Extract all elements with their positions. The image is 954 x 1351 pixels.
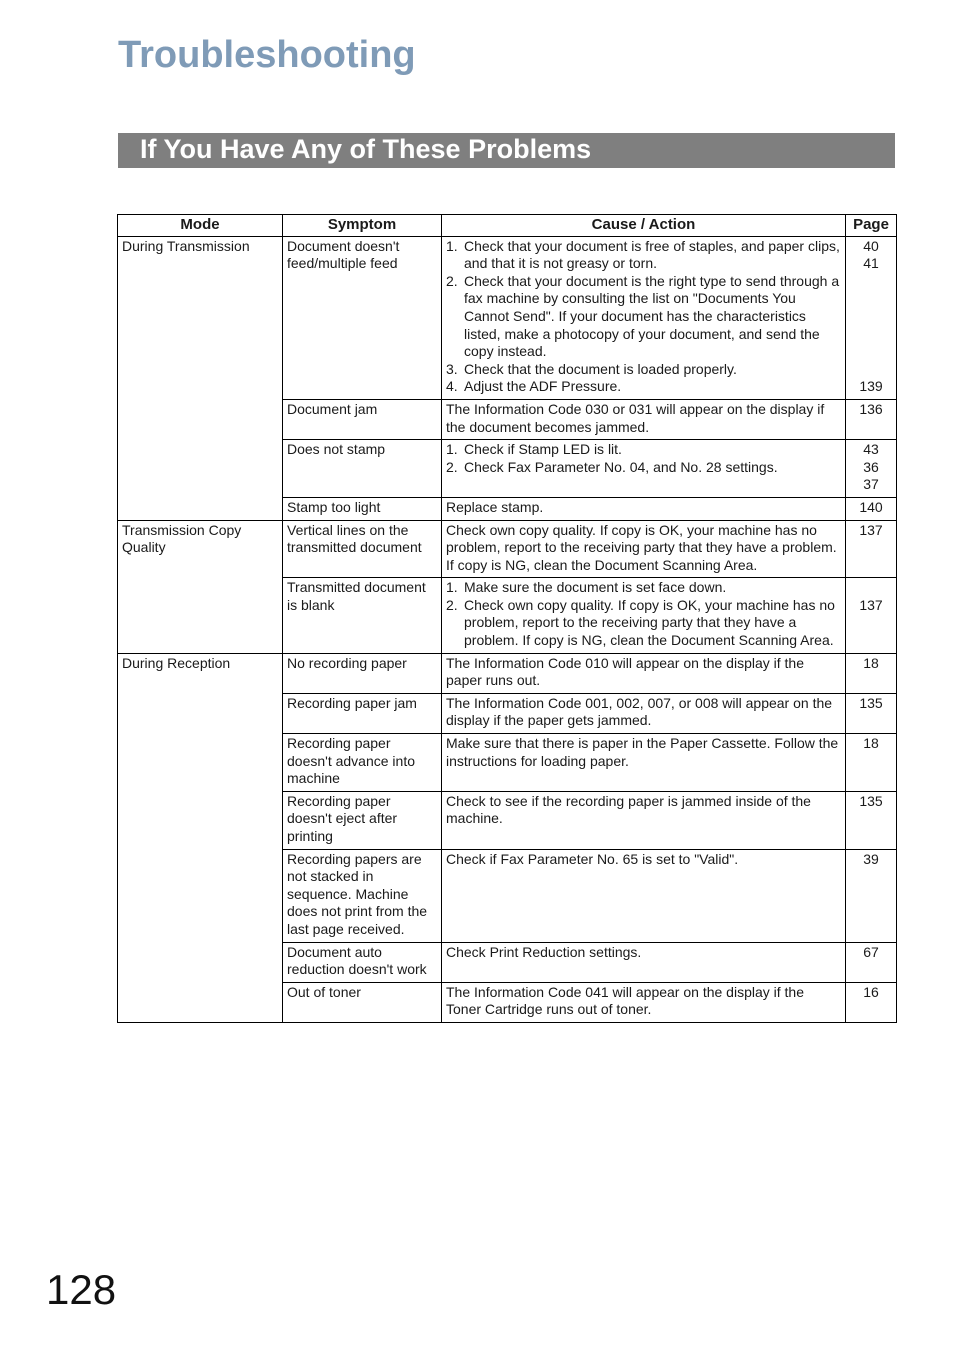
step-number: 1. (446, 579, 458, 596)
symptom-cell: Document doesn't feed/multiple feed (283, 236, 442, 399)
section-header-bar (118, 133, 895, 168)
action-cell (442, 578, 846, 653)
page-reference: 36 (863, 458, 879, 475)
action-steps-list (446, 441, 841, 476)
page-cell (846, 734, 897, 792)
table-row (118, 236, 897, 399)
action-cell: Make sure that there is paper in the Paper Cassette. Follow the instructions for loading paper. (442, 734, 846, 792)
page-cell (846, 440, 897, 498)
step-number: 2. (446, 458, 458, 475)
action-cell: The Information Code 030 or 031 will appear on the display if the document becomes jammed. (442, 399, 846, 439)
action-cell: The Information Code 001, 002, 007, or 008 will appear on the display if the paper gets jammed. (442, 693, 846, 733)
action-step (446, 597, 841, 650)
action-column-header: Cause / Action (442, 215, 846, 237)
mode-cell: Transmission Copy Quality (118, 520, 283, 653)
page-cell (846, 236, 897, 399)
page-reference: 135 (859, 694, 883, 711)
table-row (118, 653, 897, 693)
page-reference: 139 (859, 378, 883, 395)
symptom-cell: Document auto reduction doesn't work (283, 942, 442, 982)
action-cell: Check Print Reduction settings. (442, 942, 846, 982)
step-number: 2. (446, 272, 458, 289)
action-step (446, 378, 841, 396)
page-cell (846, 497, 897, 520)
page-cell (846, 578, 897, 653)
step-text: Check that your document is free of staples, and paper clips, and that it is not greasy or torn. (464, 237, 840, 272)
action-step (446, 273, 841, 361)
step-text: Check if Stamp LED is lit. (464, 441, 622, 458)
page-reference: 43 (863, 441, 879, 458)
page-cell (846, 791, 897, 849)
page-reference (850, 308, 892, 326)
mode-cell: During Reception (118, 653, 283, 1022)
page-reference (850, 361, 892, 379)
action-cell: Check to see if the recording paper is jammed inside of the machine. (442, 791, 846, 849)
step-text: Check that the document is loaded properly. (464, 360, 737, 377)
page-cell (846, 653, 897, 693)
symptom-cell: Recording paper jam (283, 693, 442, 733)
page-cell (846, 399, 897, 439)
page-reference (850, 290, 892, 308)
action-cell (442, 440, 846, 498)
page-column-header: Page (846, 215, 897, 237)
page-reference: 67 (863, 943, 879, 960)
page-cell (846, 942, 897, 982)
action-step (446, 361, 841, 379)
symptom-cell: Out of toner (283, 982, 442, 1022)
symptom-cell: Recording paper doesn't advance into machine (283, 734, 442, 792)
mode-column-header: Mode (118, 215, 283, 237)
page-cell (846, 982, 897, 1022)
action-cell: Check if Fax Parameter No. 65 is set to "Valid". (442, 849, 846, 942)
page-reference: 41 (863, 255, 879, 272)
action-steps-list (446, 238, 841, 396)
page-cell (846, 849, 897, 942)
step-number: 1. (446, 441, 458, 458)
step-text: Adjust the ADF Pressure. (464, 378, 622, 395)
action-step (446, 441, 841, 459)
page-reference: 39 (863, 850, 879, 867)
page-reference: 140 (859, 498, 883, 515)
page-reference: 137 (859, 596, 883, 613)
step-number: 2. (446, 596, 458, 613)
action-steps-list (446, 579, 841, 649)
action-step (446, 238, 841, 273)
symptom-cell: No recording paper (283, 653, 442, 693)
table-row (118, 520, 897, 578)
page-reference: 40 (863, 237, 879, 254)
table-body (118, 236, 897, 1022)
page-reference (850, 579, 892, 597)
symptom-cell: Document jam (283, 399, 442, 439)
step-text: Make sure the document is set face down. (464, 579, 727, 596)
step-text: Check own copy quality. If copy is OK, your machine has no problem, report to the receiving party that they have a problem. If copy is NG, clean the Document Scanning Area. (464, 596, 835, 649)
step-text: Check Fax Parameter No. 04, and No. 28 settings. (464, 458, 778, 475)
symptom-cell: Recording papers are not stacked in sequence. Machine does not print from the last page received. (283, 849, 442, 942)
page-number: 128 (46, 1266, 117, 1313)
section-title: If You Have Any of These Problems (140, 134, 592, 164)
action-cell (442, 236, 846, 399)
action-cell: The Information Code 010 will appear on the display if the paper runs out. (442, 653, 846, 693)
step-text: Check that your document is the right type to send through a fax machine by consulting the list on "Documents You Cannot Send". If your document has the characteristics listed, make a photocopy of your document, and send the copy instead. (464, 272, 840, 360)
action-step (446, 579, 841, 597)
page-reference: 135 (859, 792, 883, 809)
mode-cell: During Transmission (118, 236, 283, 520)
page-cell (846, 520, 897, 578)
page-reference: 18 (863, 735, 879, 752)
page-reference: 37 (863, 476, 879, 493)
step-number: 3. (446, 360, 458, 377)
page-reference: 18 (863, 654, 879, 671)
page-reference: 16 (863, 983, 879, 1000)
troubleshooting-table (117, 214, 897, 1023)
symptom-cell: Does not stamp (283, 440, 442, 498)
chapter-title: Troubleshooting (118, 34, 416, 76)
page-reference: 137 (859, 521, 883, 538)
symptom-cell: Recording paper doesn't eject after printing (283, 791, 442, 849)
action-cell: Check own copy quality. If copy is OK, your machine has no problem, report to the receiving party that they have a problem. If copy is NG, clean the Document Scanning Area. (442, 520, 846, 578)
page-reference (850, 273, 892, 291)
step-number: 4. (446, 378, 458, 395)
symptom-column-header: Symptom (283, 215, 442, 237)
action-cell: Replace stamp. (442, 497, 846, 520)
page-cell (846, 693, 897, 733)
table-header-row (118, 215, 897, 237)
symptom-cell: Vertical lines on the transmitted document (283, 520, 442, 578)
action-cell: The Information Code 041 will appear on the display if the Toner Cartridge runs out of toner. (442, 982, 846, 1022)
page-reference (850, 343, 892, 361)
page-reference (850, 326, 892, 344)
page-reference: 136 (859, 400, 883, 417)
symptom-cell: Transmitted document is blank (283, 578, 442, 653)
symptom-cell: Stamp too light (283, 497, 442, 520)
step-number: 1. (446, 237, 458, 254)
action-step (446, 459, 841, 477)
